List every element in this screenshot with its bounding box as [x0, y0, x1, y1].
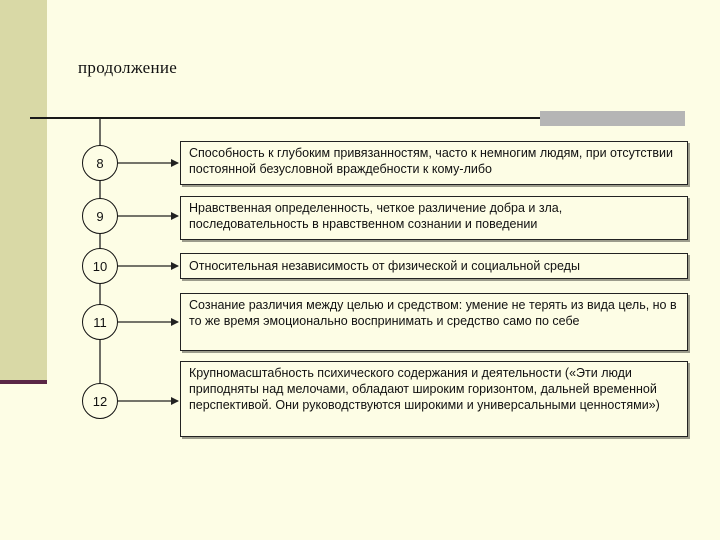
item-text-10: Относительная независимость от физической и социальной среды — [180, 253, 688, 279]
item-text-8: Способность к глубоким привязанностям, часто к немногим людям, при отсутствии постоянной безусловной враждебности к кому-либо — [180, 141, 688, 185]
item-text-11: Сознание различия между целью и средством: умение не терять из вида цель, но в то же время эмоционально воспринимать и средство само по себе — [180, 293, 688, 351]
slide-title: продолжение — [78, 58, 178, 77]
node-9: 9 — [82, 198, 118, 234]
node-11: 11 — [82, 304, 118, 340]
node-12: 12 — [82, 383, 118, 419]
item-text-12: Крупномасштабность психического содержания и деятельности («Эти люди приподняты над мелочами, обладают широким горизонтом, дальней временной перспективой. Они руководствуются широкими и универсальными ценностями») — [180, 361, 688, 437]
node-8: 8 — [82, 145, 118, 181]
node-10: 10 — [82, 248, 118, 284]
item-text-9: Нравственная определенность, четкое различение добра и зла, последовательность в нравственном сознании и поведении — [180, 196, 688, 240]
